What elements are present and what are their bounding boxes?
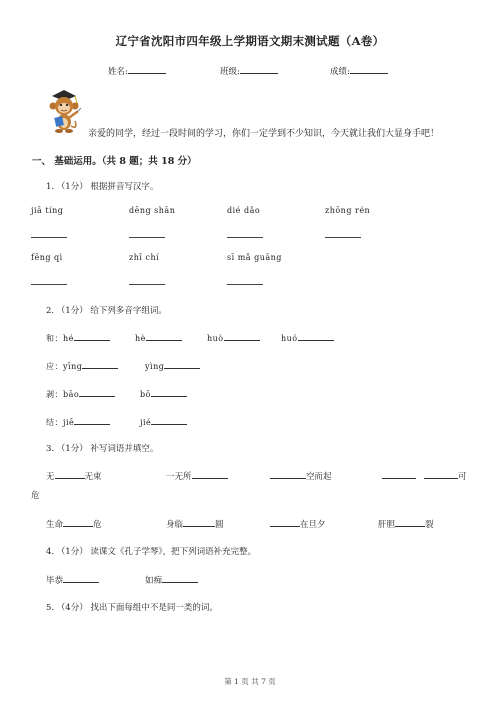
score-blank[interactable] bbox=[350, 64, 388, 74]
polyphone-label: yìng bbox=[145, 362, 165, 371]
answer-blank[interactable] bbox=[270, 469, 306, 479]
answer-blank[interactable] bbox=[298, 331, 334, 341]
idiom-shengming bbox=[46, 517, 102, 530]
section-heading: 一、 基础运用。（共 8 题；共 18 分） bbox=[32, 156, 197, 167]
question-3-stem: 3. （1分） 补写词语并填空。 bbox=[46, 444, 159, 454]
pinyin-fengqi: fēng qì bbox=[31, 253, 63, 262]
class-label: 班级: bbox=[220, 67, 240, 77]
answer-blank[interactable] bbox=[162, 573, 198, 583]
idiom-wuju bbox=[46, 469, 102, 482]
name-label: 姓名: bbox=[108, 67, 128, 77]
polyphone-he-1 bbox=[46, 331, 110, 344]
intro-text: 亲爱的同学，经过一段时间的学习，你们一定学到不少知识，今天就让我们大显身手吧！ bbox=[88, 129, 440, 139]
polyphone-jie-2 bbox=[140, 415, 187, 427]
idiom-char: 危 bbox=[93, 520, 102, 530]
idiom-char: 可 bbox=[458, 472, 467, 482]
page-footer: 第 1 页 共 7 页 bbox=[224, 677, 276, 686]
idiom-yiwusuo bbox=[166, 469, 228, 482]
idiom-shenlin bbox=[166, 517, 224, 530]
pinyin-jiating: jiā tíng bbox=[31, 206, 64, 215]
answer-blank[interactable] bbox=[151, 387, 187, 397]
answer-blank[interactable] bbox=[183, 517, 215, 527]
answer-blank[interactable] bbox=[129, 284, 165, 285]
monkey-mascot-icon bbox=[44, 86, 84, 134]
question-2-stem: 2. （1分） 给下列多音字组词。 bbox=[46, 306, 167, 316]
idiom-kongerqi bbox=[270, 469, 332, 482]
answer-blank[interactable] bbox=[63, 573, 99, 583]
polyphone-label: 应：yīng bbox=[46, 362, 83, 371]
word-bigong bbox=[46, 573, 99, 586]
polyphone-label: 结：jiē bbox=[46, 418, 75, 427]
polyphone-label: bō bbox=[140, 390, 151, 399]
pinyin-dengshan: dēng shān bbox=[129, 206, 176, 215]
pinyin-diedao: dié dǎo bbox=[227, 206, 261, 215]
answer-blank[interactable] bbox=[63, 517, 93, 527]
word-char: 毕恭 bbox=[46, 576, 64, 586]
pinyin-zhongren: zhōng rén bbox=[325, 206, 371, 215]
answer-blank[interactable] bbox=[325, 237, 361, 238]
idiom-char: 身临 bbox=[166, 520, 184, 530]
polyphone-label: huó bbox=[281, 334, 298, 343]
answer-blank[interactable] bbox=[74, 415, 110, 425]
idiom-ke bbox=[382, 469, 467, 482]
word-char: 如痴 bbox=[145, 576, 163, 586]
answer-blank[interactable] bbox=[227, 237, 263, 238]
answer-blank[interactable] bbox=[146, 331, 182, 341]
answer-blank[interactable] bbox=[31, 237, 67, 238]
pinyin-zhichi: zhī chí bbox=[129, 253, 160, 262]
polyphone-he-2 bbox=[135, 331, 182, 343]
idiom-char: 肝胆 bbox=[378, 520, 396, 530]
answer-blank[interactable] bbox=[55, 469, 85, 479]
answer-blank[interactable] bbox=[395, 517, 425, 527]
name-field[interactable] bbox=[108, 64, 166, 77]
polyphone-label: 和：hé bbox=[46, 334, 74, 343]
answer-blank[interactable] bbox=[192, 469, 228, 479]
answer-blank[interactable] bbox=[74, 331, 110, 341]
polyphone-ying-1 bbox=[46, 359, 118, 372]
answer-blank[interactable] bbox=[79, 387, 115, 397]
polyphone-jie-1 bbox=[46, 415, 110, 428]
question-5-stem: 5. （4分） 找出下面每组中不是同一类的词。 bbox=[46, 603, 218, 613]
idiom-gandan bbox=[378, 517, 434, 530]
answer-blank[interactable] bbox=[382, 469, 416, 479]
idiom-wei: 危 bbox=[31, 491, 40, 501]
question-1-stem: 1. （1分） 根据拼音写汉字。 bbox=[46, 182, 159, 192]
answer-blank[interactable] bbox=[270, 517, 300, 527]
idiom-char: 圆 bbox=[215, 520, 224, 530]
answer-blank[interactable] bbox=[164, 359, 200, 369]
polyphone-bo-1 bbox=[46, 387, 115, 400]
answer-blank[interactable] bbox=[82, 359, 118, 369]
score-label: 成绩: bbox=[330, 67, 350, 77]
pinyin-simaguang: sī mǎ guāng bbox=[227, 253, 282, 262]
answer-blank[interactable] bbox=[151, 415, 187, 425]
name-blank[interactable] bbox=[128, 64, 166, 74]
idiom-char: 空而起 bbox=[306, 472, 332, 482]
idiom-char: 生命 bbox=[46, 520, 64, 530]
polyphone-label: 剥：bāo bbox=[46, 390, 80, 399]
polyphone-bo-2 bbox=[140, 387, 187, 399]
idiom-char: 一无所 bbox=[166, 472, 192, 482]
idiom-zaidanxi bbox=[270, 517, 326, 530]
polyphone-ying-2 bbox=[145, 359, 200, 371]
polyphone-label: jié bbox=[140, 418, 152, 427]
polyphone-label: hè bbox=[135, 334, 146, 343]
answer-blank[interactable] bbox=[224, 331, 260, 341]
question-4-stem: 4. （1分） 读课文《孔子学琴》，把下列词语补充完整。 bbox=[46, 547, 257, 557]
answer-blank[interactable] bbox=[129, 237, 165, 238]
polyphone-he-3 bbox=[207, 331, 260, 343]
answer-blank[interactable] bbox=[227, 284, 263, 285]
score-field[interactable] bbox=[330, 64, 388, 77]
class-blank[interactable] bbox=[240, 64, 278, 74]
idiom-char: 无束 bbox=[84, 472, 102, 482]
idiom-char: 无 bbox=[46, 472, 55, 482]
word-ruchi bbox=[145, 573, 198, 586]
answer-blank[interactable] bbox=[424, 469, 458, 479]
polyphone-label: huò bbox=[207, 334, 224, 343]
page-title: 辽宁省沈阳市四年级上学期语文期末测试题（A卷） bbox=[115, 34, 385, 48]
idiom-char: 在旦夕 bbox=[300, 520, 326, 530]
answer-blank[interactable] bbox=[31, 284, 67, 285]
idiom-char: 裂 bbox=[425, 520, 434, 530]
polyphone-he-4 bbox=[281, 331, 334, 343]
class-field[interactable] bbox=[220, 64, 278, 77]
